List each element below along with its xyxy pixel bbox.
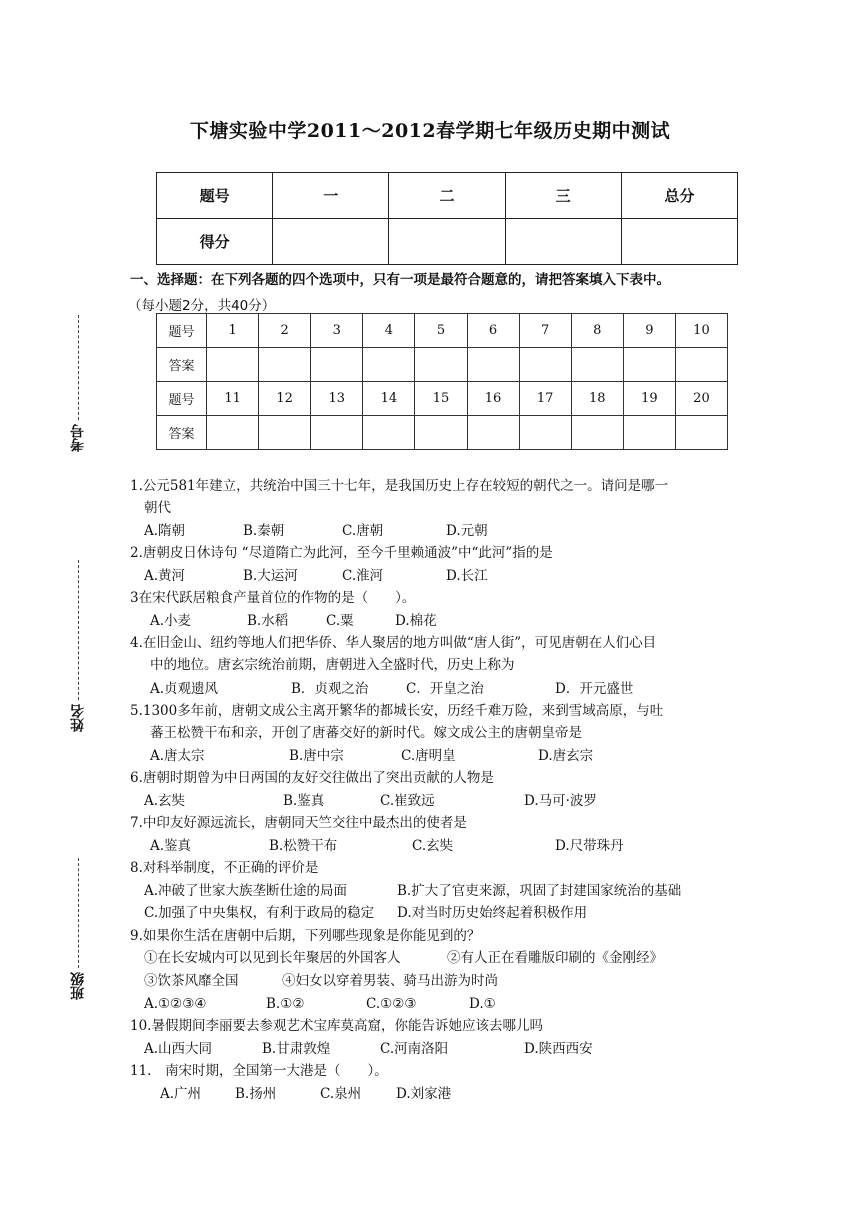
binding-dash-line <box>78 315 79 420</box>
question-8-option-b[interactable]: B.扩大了官吏来源，巩固了封建国家统治的基础 <box>397 883 682 899</box>
answer-table <box>156 313 728 450</box>
question-5-option-a[interactable]: A.唐太宗 <box>150 748 205 764</box>
question-2-option-c[interactable]: C.淮河 <box>342 568 384 584</box>
binding-dash-line <box>78 560 79 700</box>
question-7-option-a[interactable]: A.鉴真 <box>150 838 192 854</box>
question-9-option-d[interactable]: D.① <box>469 996 496 1012</box>
answer-cell[interactable] <box>623 416 675 450</box>
score-cell[interactable] <box>505 219 621 265</box>
answer-number: 5 <box>415 314 467 348</box>
question-11-option-b[interactable]: B.扬州 <box>235 1086 277 1102</box>
question-7-stem: 7.中印友好源远流长，唐朝同天竺交往中最杰出的使者是 <box>130 815 467 831</box>
answer-number: 6 <box>467 314 519 348</box>
answer-cell[interactable] <box>259 348 311 382</box>
score-header-3: 三 <box>505 173 621 219</box>
answer-cell[interactable] <box>311 416 363 450</box>
question-1-option-b[interactable]: B.秦朝 <box>243 523 285 539</box>
section-points: （每小题2分，共40分） <box>128 298 276 314</box>
answer-cell[interactable] <box>467 416 519 450</box>
binding-dash-line <box>78 858 79 968</box>
question-10-option-d[interactable]: D.陕西西安 <box>524 1041 593 1057</box>
section-instruction-line1: 一、选择题：在下列各题的四个选项中，只有一项是最符合题意的，请把答案填入下表中。 <box>130 272 670 288</box>
question-4-stem-cont: 中的地位。唐玄宗统治前期，唐朝进入全盛时代，历史上称为 <box>150 657 515 673</box>
question-8-option-c[interactable]: C.加强了中央集权，有利于政局的稳定 <box>144 905 375 921</box>
question-6-option-a[interactable]: A.玄奘 <box>144 793 186 809</box>
score-cell[interactable] <box>273 219 389 265</box>
question-8-option-a[interactable]: A.冲破了世家大族垄断仕途的局面 <box>144 883 348 899</box>
answer-label: 答案 <box>157 348 207 382</box>
answer-cell[interactable] <box>675 348 727 382</box>
question-10-option-c[interactable]: C.河南洛阳 <box>380 1041 449 1057</box>
question-3-stem: 3在宋代跃居粮食产量首位的作物的是（ ）。 <box>130 590 416 606</box>
question-3-option-d[interactable]: D.棉花 <box>395 613 437 629</box>
score-cell[interactable] <box>621 219 737 265</box>
question-10-stem: 10.暑假期间李丽要去参观艺术宝库莫高窟，你能告诉她应该去哪儿吗 <box>130 1018 543 1034</box>
exam-number-label: 考号 <box>70 424 86 452</box>
answer-number: 2 <box>259 314 311 348</box>
question-5-option-c[interactable]: C.唐明皇 <box>401 748 456 764</box>
score-row-label: 得分 <box>157 219 273 265</box>
question-7-option-c[interactable]: C.玄奘 <box>412 838 454 854</box>
answer-number: 20 <box>675 382 727 416</box>
score-header-1: 一 <box>273 173 389 219</box>
class-label: 班级 <box>70 972 86 1000</box>
answer-cell[interactable] <box>571 416 623 450</box>
question-1-stem-cont: 朝代 <box>144 500 171 516</box>
question-4-option-d[interactable]: D．开元盛世 <box>555 681 634 697</box>
question-9-stem: 9.如果你生活在唐朝中后期，下列哪些现象是你能见到的？ <box>130 928 481 944</box>
question-5-stem-cont: 蕃王松赞干布和亲，开创了唐蕃交好的新时代。嫁文成公主的唐朝皇帝是 <box>150 725 582 741</box>
answer-cell[interactable] <box>467 348 519 382</box>
answer-number: 12 <box>259 382 311 416</box>
answer-cell[interactable] <box>207 416 259 450</box>
question-2-stem: 2.唐朝皮日休诗句 “尽道隋亡为此河，至今千里赖通波”中“此河”指的是 <box>130 545 553 561</box>
answer-number: 16 <box>467 382 519 416</box>
question-9-option-a[interactable]: A.①②③④ <box>144 996 207 1012</box>
answer-number-label: 题号 <box>157 314 207 348</box>
answer-number: 13 <box>311 382 363 416</box>
question-9-item-1: ①在长安城内可以见到长年聚居的外国客人 <box>144 950 401 966</box>
answer-number: 8 <box>571 314 623 348</box>
question-7-option-b[interactable]: B.松赞干布 <box>269 838 338 854</box>
answer-cell[interactable] <box>363 348 415 382</box>
answer-number: 10 <box>675 314 727 348</box>
answer-number: 3 <box>311 314 363 348</box>
question-8-stem: 8.对科举制度，不正确的评价是 <box>130 860 319 876</box>
answer-number: 11 <box>207 382 259 416</box>
answer-cell[interactable] <box>623 348 675 382</box>
question-1-stem: 1.公元581年建立，共统治中国三十七年，是我国历史上存在较短的朝代之一。请问是哪一 <box>130 478 669 494</box>
question-11-option-c[interactable]: C.泉州 <box>320 1086 362 1102</box>
question-9-option-c[interactable]: C.①②③ <box>366 996 417 1012</box>
answer-number: 17 <box>519 382 571 416</box>
score-header-2: 二 <box>389 173 505 219</box>
answer-number: 19 <box>623 382 675 416</box>
answer-cell[interactable] <box>519 416 571 450</box>
question-2-option-b[interactable]: B.大运河 <box>243 568 298 584</box>
question-10-option-a[interactable]: A.山西大同 <box>144 1041 213 1057</box>
score-header-number: 题号 <box>157 173 273 219</box>
answer-cell[interactable] <box>415 348 467 382</box>
answer-cell[interactable] <box>415 416 467 450</box>
page-title: 下塘实验中学2011～2012春学期七年级历史期中测试 <box>189 120 671 142</box>
answer-number: 15 <box>415 382 467 416</box>
question-9-option-b[interactable]: B.①② <box>266 996 305 1012</box>
question-3-option-a[interactable]: A.小麦 <box>150 613 192 629</box>
question-1-option-d[interactable]: D.元朝 <box>446 523 488 539</box>
question-4-stem: 4.在旧金山、纽约等地人们把华侨、华人聚居的地方叫做“唐人街”，可见唐朝在人们心目 <box>130 635 657 651</box>
student-name-label: 姓名 <box>70 704 86 732</box>
answer-cell[interactable] <box>259 416 311 450</box>
question-6-stem: 6.唐朝时期曾为中日两国的友好交往做出了突出贡献的人物是 <box>130 770 494 786</box>
question-9-item-4: ④妇女以穿着男装、骑马出游为时尚 <box>282 973 498 989</box>
score-table <box>156 172 738 265</box>
answer-cell[interactable] <box>363 416 415 450</box>
answer-number: 1 <box>207 314 259 348</box>
question-11-option-a[interactable]: A.广州 <box>160 1086 202 1102</box>
question-1-option-c[interactable]: C.唐朝 <box>342 523 384 539</box>
answer-number: 7 <box>519 314 571 348</box>
question-9-item-3: ③饮茶风靡全国 <box>144 973 239 989</box>
question-6-option-c[interactable]: C.崔致远 <box>380 793 435 809</box>
answer-number-label: 题号 <box>157 382 207 416</box>
answer-label: 答案 <box>157 416 207 450</box>
answer-number: 18 <box>571 382 623 416</box>
score-cell[interactable] <box>389 219 505 265</box>
question-3-option-c[interactable]: C.粟 <box>326 613 354 629</box>
question-5-option-b[interactable]: B.唐中宗 <box>289 748 344 764</box>
answer-cell[interactable] <box>311 348 363 382</box>
question-5-stem: 5.1300多年前，唐朝文成公主离开繁华的都城长安，历经千难万险，来到雪域高原，与吐 <box>130 703 664 719</box>
answer-cell[interactable] <box>675 416 727 450</box>
section-instruction <box>130 268 670 288</box>
question-4-option-c[interactable]: C．开皇之治 <box>406 681 484 697</box>
score-header-total: 总分 <box>621 173 737 219</box>
question-6-option-d[interactable]: D.马可·波罗 <box>524 793 597 809</box>
answer-cell[interactable] <box>519 348 571 382</box>
answer-cell[interactable] <box>571 348 623 382</box>
answer-cell[interactable] <box>207 348 259 382</box>
question-7-option-d[interactable]: D.尺带珠丹 <box>555 838 624 854</box>
question-5-option-d[interactable]: D.唐玄宗 <box>538 748 594 764</box>
question-4-option-a[interactable]: A.贞观遗风 <box>150 681 219 697</box>
question-11-stem: 11. 南宋时期，全国第一大港是（ ）。 <box>130 1063 388 1079</box>
question-2-option-a[interactable]: A.黄河 <box>144 568 186 584</box>
answer-number: 14 <box>363 382 415 416</box>
answer-number: 9 <box>623 314 675 348</box>
question-4-option-b[interactable]: B．贞观之治 <box>291 681 369 697</box>
question-10-option-b[interactable]: B.甘肃敦煌 <box>262 1041 331 1057</box>
question-2-option-d[interactable]: D.长江 <box>446 568 488 584</box>
question-6-option-b[interactable]: B.鉴真 <box>283 793 325 809</box>
question-8-option-d[interactable]: D.对当时历史始终起着积极作用 <box>397 905 588 921</box>
answer-number: 4 <box>363 314 415 348</box>
question-9-item-2: ②有人正在看雕版印刷的《金刚经》 <box>447 950 663 966</box>
question-3-option-b[interactable]: B.水稻 <box>247 613 289 629</box>
question-11-option-d[interactable]: D.刘家港 <box>396 1086 452 1102</box>
question-1-option-a[interactable]: A.隋朝 <box>144 523 186 539</box>
